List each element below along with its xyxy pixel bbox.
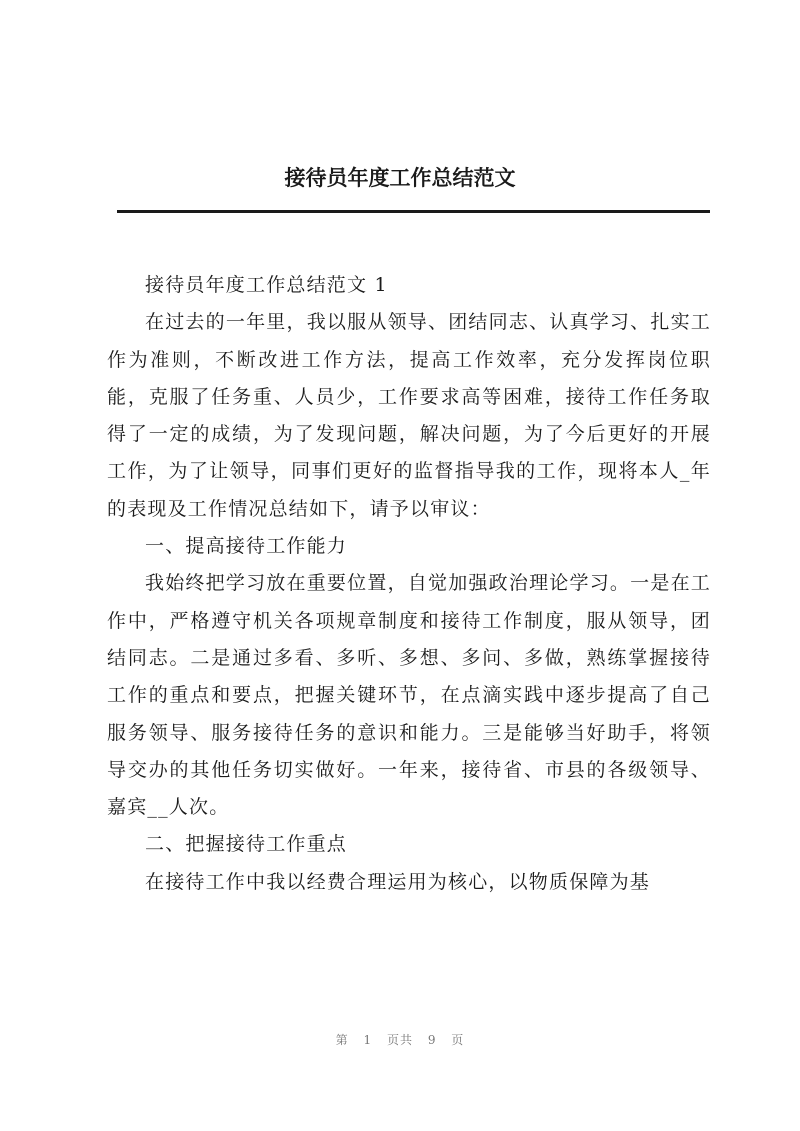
body-paragraph: 在接待工作中我以经费合理运用为核心，以物质保障为基: [145, 870, 651, 893]
body-paragraph: 我始终把学习放在重要位置，自觉加强政治理论学习。一是在工作中，严格遵守机关各项规章制度和接待工作制度，服从领导，团结同志。二是通过多看、多听、多想、多问、多做，熟练掌握接待工作的重点和要点，把握关键环节，在点滴实践中逐步提高了自己服务领导、服务接待任务的意识和能力。三是能够当好助手，将领导交办的其他任务切实做好。一年来，接待省、市县的各级领导、嘉宾__人次。: [107, 572, 711, 819]
page-prefix: 第: [335, 1033, 349, 1047]
page-footer: [0, 1031, 800, 1048]
title-divider: [117, 210, 710, 213]
document-body: [107, 267, 711, 901]
page-total: 9: [427, 1033, 437, 1047]
section-heading: 二、把握接待工作重点: [145, 833, 348, 856]
body-paragraph: 在过去的一年里，我以服从领导、团结同志、认真学习、扎实工作为准则，不断改进工作方法，提高工作效率，充分发挥岗位职能，克服了任务重、人员少，工作要求高等困难，接待工作任务取得了一定的成绩，为了发现问题，解决问题，为了今后更好的开展工作，为了让领导，同事们更好的监督指导我的工作，现将本人_年的表现及工作情况总结如下，请予以审议：: [107, 311, 711, 520]
section-heading: 接待员年度工作总结范文 1: [145, 274, 388, 296]
page-middle: 页共: [386, 1033, 413, 1047]
section-heading: 一、提高接待工作能力: [145, 535, 348, 558]
page-suffix: 页: [451, 1033, 465, 1047]
page-current: 1: [363, 1033, 373, 1047]
document-title: 接待员年度工作总结范文: [284, 166, 516, 190]
